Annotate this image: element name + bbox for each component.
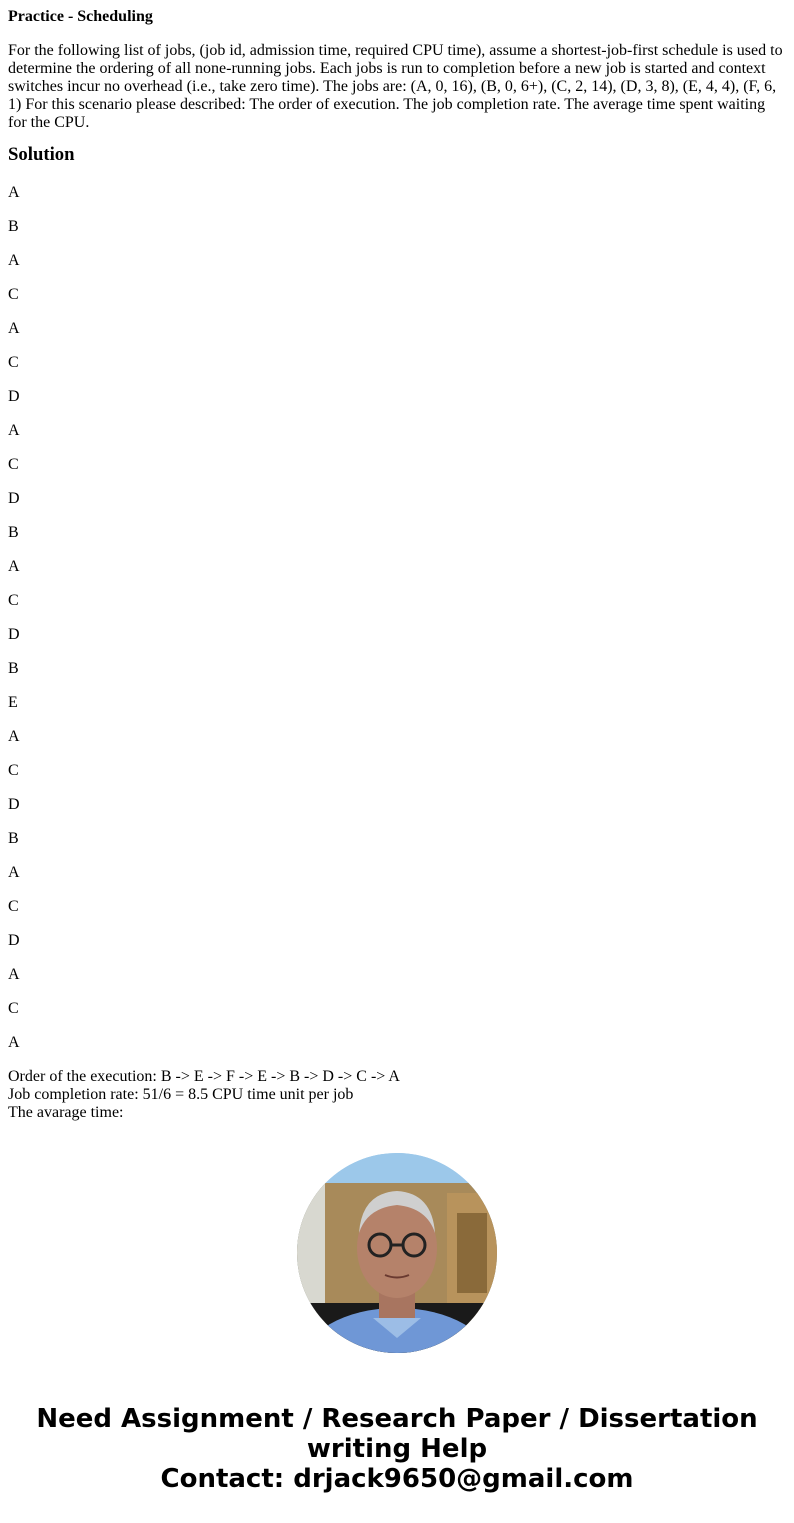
sequence-item: A	[8, 966, 20, 983]
sequence-item: D	[8, 796, 20, 813]
sequence-item: A	[8, 558, 20, 575]
average-time: The avarage time:	[8, 1104, 124, 1121]
sequence-item: B	[8, 524, 19, 541]
avatar	[297, 1153, 497, 1353]
sequence-item: D	[8, 490, 20, 507]
sequence-item: A	[8, 728, 20, 745]
promo-line-2: writing Help	[306, 1434, 488, 1464]
sequence-item: B	[8, 660, 19, 677]
sequence-item: C	[8, 354, 19, 371]
question-text: For the following list of jobs, (job id, admission time, required CPU time), assume a shortest-job-first schedule is used to determine the ordering of all none-running jobs. Each jobs is run to completion before a new job is started and context switches incur no overhead (i.e., take zero time). The jobs are: (A, 0, 16), (B, 0, 6+), (C, 2, 14), (D, 3, 8), (E, 4, 4), (F, 6, 1) For this scenario please described: The order of execution. The job completion rate. The average time spent waiting for the CPU.	[8, 42, 783, 131]
sequence-item: D	[8, 626, 20, 643]
execution-sequence-list	[8, 184, 786, 1052]
sequence-item: A	[8, 184, 20, 201]
sequence-item: C	[8, 456, 19, 473]
document-body	[8, 8, 786, 1122]
sequence-item: C	[8, 1000, 19, 1017]
order-of-execution: Order of the execution: B -> E -> F -> E -> B -> D -> C -> A	[8, 1068, 400, 1085]
sequence-item: A	[8, 422, 20, 439]
sequence-item: D	[8, 932, 20, 949]
sequence-item: A	[8, 864, 20, 881]
sequence-item: A	[8, 252, 20, 269]
sequence-item: E	[8, 694, 18, 711]
promo-banner	[0, 1404, 794, 1494]
page-title: Practice - Scheduling	[8, 8, 153, 25]
promo-contact: Contact: drjack9650@gmail.com	[160, 1464, 634, 1494]
promo-line-1: Need Assignment / Research Paper / Dissertation	[36, 1404, 758, 1434]
sequence-item: A	[8, 1034, 20, 1051]
sequence-item: B	[8, 830, 19, 847]
sequence-item: C	[8, 592, 19, 609]
solution-answers	[8, 1068, 786, 1122]
person-portrait-icon	[297, 1153, 497, 1353]
sequence-item: C	[8, 762, 19, 779]
sequence-item: C	[8, 286, 19, 303]
sequence-item: B	[8, 218, 19, 235]
sequence-item: A	[8, 320, 20, 337]
solution-heading: Solution	[8, 144, 75, 165]
sequence-item: D	[8, 388, 20, 405]
job-completion-rate: Job completion rate: 51/6 = 8.5 CPU time unit per job	[8, 1086, 354, 1103]
sequence-item: C	[8, 898, 19, 915]
